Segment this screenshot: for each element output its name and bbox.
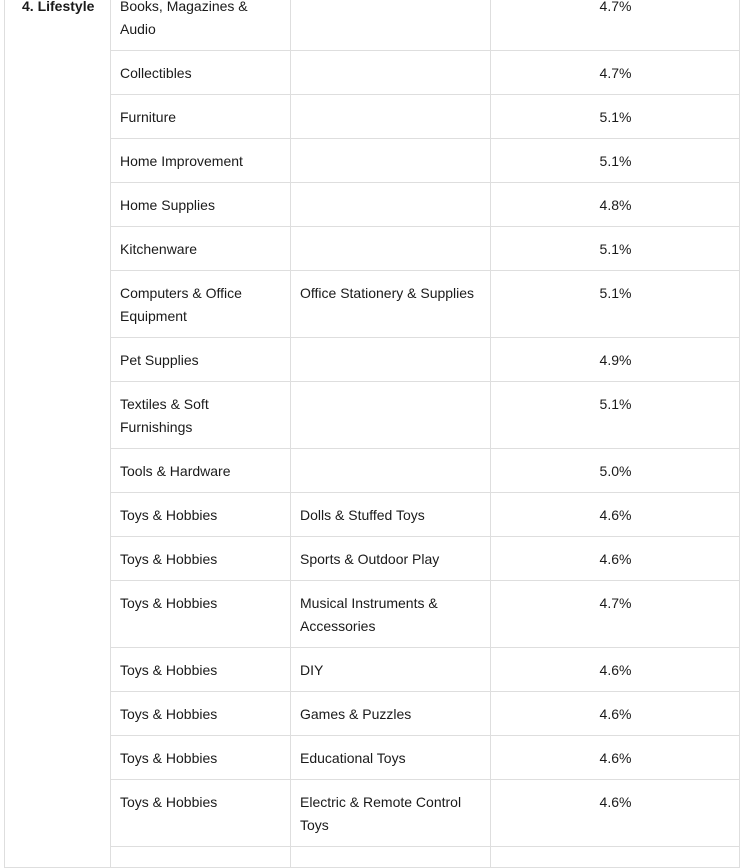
table-row bbox=[5, 338, 740, 382]
category-cell: Kitchenware bbox=[111, 227, 291, 271]
category-cell: Toys & Hobbies bbox=[111, 692, 291, 736]
category-cell: Toys & Hobbies bbox=[111, 736, 291, 780]
rate-cell: 4.6% bbox=[491, 692, 740, 736]
category-cell bbox=[111, 847, 291, 868]
category-cell: Pet Supplies bbox=[111, 338, 291, 382]
table-row bbox=[5, 0, 740, 51]
category-cell: Toys & Hobbies bbox=[111, 648, 291, 692]
category-cell: Toys & Hobbies bbox=[111, 493, 291, 537]
rate-cell bbox=[491, 847, 740, 868]
table-row bbox=[5, 271, 740, 338]
table-row bbox=[5, 537, 740, 581]
category-cell: Textiles & Soft Furnishings bbox=[111, 382, 291, 449]
category-cell: Books, Magazines & Audio bbox=[111, 0, 291, 51]
category-cell: Furniture bbox=[111, 95, 291, 139]
subcategory-cell: Educational Toys bbox=[291, 736, 491, 780]
subcategory-cell bbox=[291, 0, 491, 51]
subcategory-cell: Electric & Remote Control Toys bbox=[291, 780, 491, 847]
table-row bbox=[5, 692, 740, 736]
subcategory-cell: Office Stationery & Supplies bbox=[291, 271, 491, 338]
subcategory-cell bbox=[291, 382, 491, 449]
subcategory-cell: Musical Instruments & Accessories bbox=[291, 581, 491, 648]
rate-cell: 5.1% bbox=[491, 382, 740, 449]
subcategory-cell: DIY bbox=[291, 648, 491, 692]
rate-cell: 4.7% bbox=[491, 51, 740, 95]
rate-cell: 4.9% bbox=[491, 338, 740, 382]
category-cell: Toys & Hobbies bbox=[111, 581, 291, 648]
rate-cell: 4.7% bbox=[491, 581, 740, 648]
subcategory-cell bbox=[291, 139, 491, 183]
subcategory-cell: Sports & Outdoor Play bbox=[291, 537, 491, 581]
table-row bbox=[5, 736, 740, 780]
table-row bbox=[5, 581, 740, 648]
category-cell: Toys & Hobbies bbox=[111, 537, 291, 581]
rate-cell: 4.6% bbox=[491, 537, 740, 581]
category-cell: Computers & Office Equipment bbox=[111, 271, 291, 338]
rate-cell: 4.8% bbox=[491, 183, 740, 227]
table-row bbox=[5, 449, 740, 493]
category-cell: Toys & Hobbies bbox=[111, 780, 291, 847]
rate-cell: 5.0% bbox=[491, 449, 740, 493]
subcategory-cell bbox=[291, 51, 491, 95]
table-row bbox=[5, 95, 740, 139]
rate-cell: 4.7% bbox=[491, 0, 740, 51]
subcategory-cell bbox=[291, 847, 491, 868]
table-row bbox=[5, 183, 740, 227]
rate-cell: 4.6% bbox=[491, 780, 740, 847]
rate-cell: 5.1% bbox=[491, 227, 740, 271]
section-label: 4. Lifestyle bbox=[5, 0, 111, 868]
rate-cell: 4.6% bbox=[491, 736, 740, 780]
table-row bbox=[5, 847, 740, 868]
rate-cell: 5.1% bbox=[491, 95, 740, 139]
table-row bbox=[5, 648, 740, 692]
rate-cell: 4.6% bbox=[491, 648, 740, 692]
subcategory-cell bbox=[291, 227, 491, 271]
subcategory-cell bbox=[291, 95, 491, 139]
table-row bbox=[5, 493, 740, 537]
category-cell: Collectibles bbox=[111, 51, 291, 95]
table-row bbox=[5, 382, 740, 449]
commission-table bbox=[4, 0, 740, 868]
subcategory-cell: Dolls & Stuffed Toys bbox=[291, 493, 491, 537]
category-cell: Home Improvement bbox=[111, 139, 291, 183]
subcategory-cell bbox=[291, 183, 491, 227]
subcategory-cell bbox=[291, 338, 491, 382]
category-cell: Tools & Hardware bbox=[111, 449, 291, 493]
rate-cell: 4.6% bbox=[491, 493, 740, 537]
category-cell: Home Supplies bbox=[111, 183, 291, 227]
table-row bbox=[5, 227, 740, 271]
table-row bbox=[5, 51, 740, 95]
subcategory-cell: Games & Puzzles bbox=[291, 692, 491, 736]
rate-cell: 5.1% bbox=[491, 271, 740, 338]
subcategory-cell bbox=[291, 449, 491, 493]
table-row bbox=[5, 139, 740, 183]
rate-cell: 5.1% bbox=[491, 139, 740, 183]
